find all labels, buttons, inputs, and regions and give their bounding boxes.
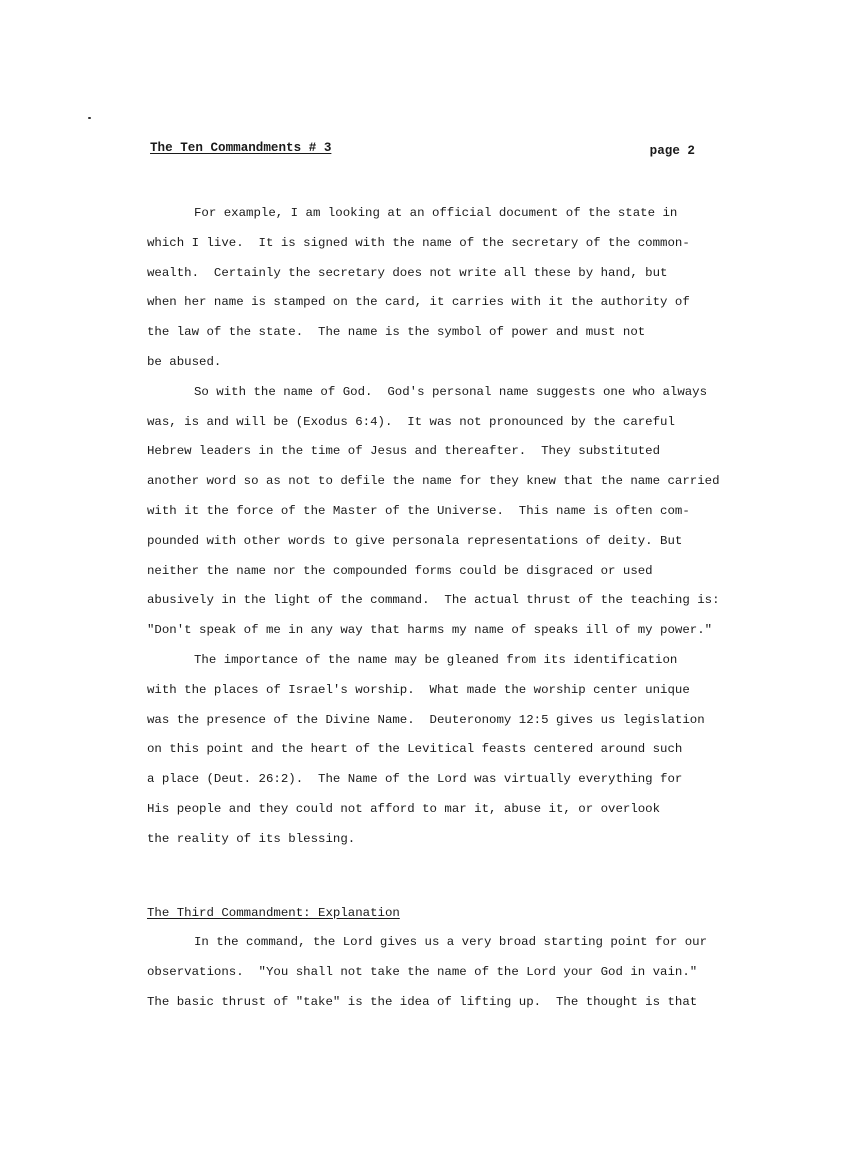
page-number: page 2 [649,144,695,158]
text-line: So with the name of God. God's personal name suggests one who always [194,384,708,399]
page-header [150,141,695,158]
paragraph-3 [147,646,737,855]
text-line: Hebrew leaders in the time of Jesus and thereafter. They substituted [147,444,661,459]
text-line: In the command, the Lord gives us a very broad starting point for our [194,935,708,950]
text-line: with it the force of the Master of the Universe. This name is often com- [147,503,690,518]
text-line: be abused. [147,354,222,369]
text-line: His people and they could not afford to mar it, abuse it, or overlook [147,801,661,816]
section-heading: The Third Commandment: Explanation [147,905,400,920]
paragraph-1 [147,199,737,378]
text-line: pounded with other words to give personala representations of deity. But [147,533,683,548]
section-paragraph-1 [147,928,737,1017]
text-line: abusively in the light of the command. The actual thrust of the teaching is: [147,593,720,608]
text-line: For example, I am looking at an official document of the state in [194,206,678,220]
text-line: The basic thrust of "take" is the idea of lifting up. The thought is that [147,994,698,1009]
text-line: another word so as not to defile the name for they knew that the name carried [147,474,720,489]
document-title: The Ten Commandments # 3 [150,141,332,155]
text-line: neither the name nor the compounded forms could be disgraced or used [147,563,653,578]
text-line: was the presence of the Divine Name. Deuteronomy 12:5 gives us legislation [147,712,705,727]
document-body [147,199,737,1018]
scan-speck [88,117,91,119]
text-line: a place (Deut. 26:2). The Name of the Lord was virtually everything for [147,772,683,787]
text-line: which I live. It is signed with the name of the secretary of the common- [147,235,690,250]
text-line: The importance of the name may be gleaned from its identification [194,652,678,667]
text-line: observations. "You shall not take the name of the Lord your God in vain." [147,965,698,980]
text-line: the law of the state. The name is the symbol of power and must not [147,325,646,340]
text-line: was, is and will be (Exodus 6:4). It was not pronounced by the careful [147,414,675,429]
text-line: when her name is stamped on the card, it carries with it the authority of [147,295,690,310]
text-line: the reality of its blessing. [147,831,356,846]
paragraph-2 [147,378,737,646]
text-line: with the places of Israel's worship. What made the worship center unique [147,682,690,697]
text-line: on this point and the heart of the Levitical feasts centered around such [147,742,683,757]
text-line: "Don't speak of me in any way that harms my name of speaks ill of my power." [147,623,713,638]
text-line: wealth. Certainly the secretary does not write all these by hand, but [147,265,668,280]
